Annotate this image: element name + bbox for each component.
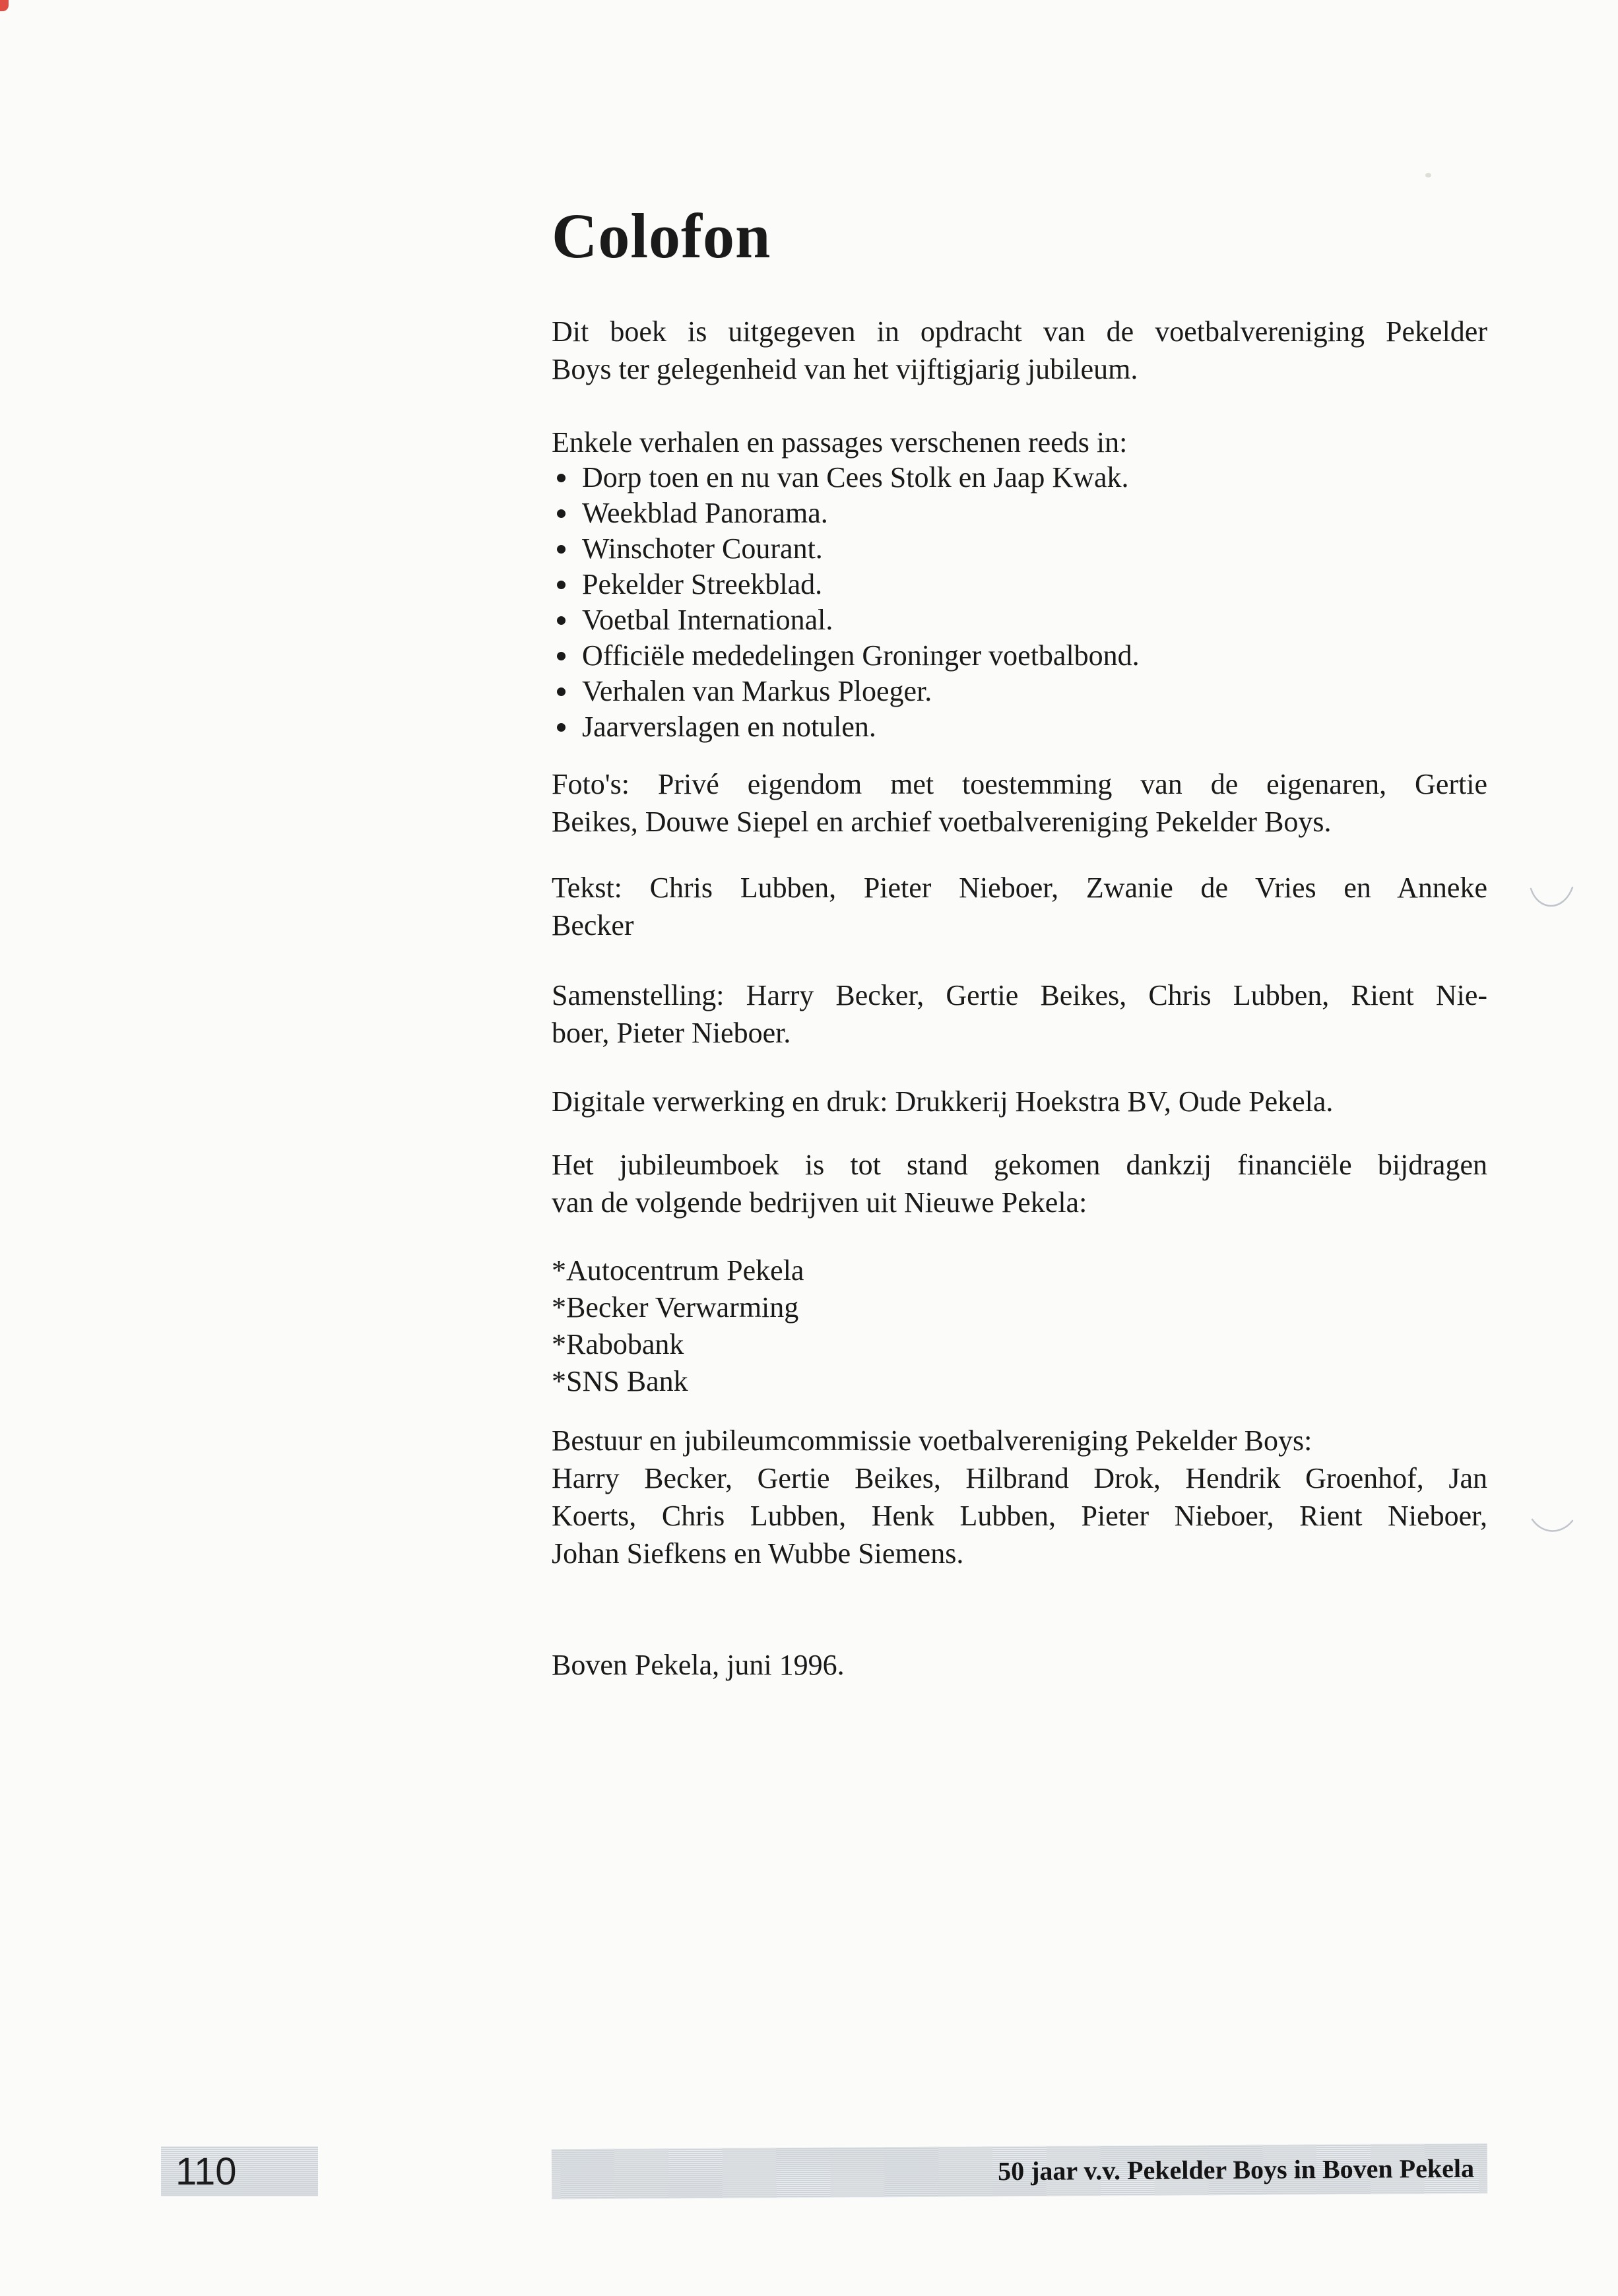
- bullet-icon: [557, 687, 566, 696]
- paragraph-photos: [552, 765, 1487, 841]
- page-curl-arc-lower: [1532, 1519, 1572, 1531]
- text-line: Foto's: Privé eigendom met toestemming van de eigenaren, Gertie: [552, 768, 1487, 800]
- bullet-icon: [557, 509, 566, 518]
- list-item-text: Weekblad Panorama.: [582, 497, 828, 529]
- paragraph-funding: [552, 1146, 1487, 1221]
- paragraph-text-credit: [552, 869, 1487, 944]
- list-item-text: Jaarverslagen en notulen.: [582, 711, 876, 743]
- list-item: [552, 602, 1487, 638]
- scan-artifact-speck: [1425, 173, 1431, 177]
- text-line: Beikes, Douwe Siepel en archief voetbalvereniging Pekelder Boys.: [552, 806, 1332, 838]
- paragraph-board: [552, 1422, 1487, 1572]
- sources-list: [552, 460, 1487, 745]
- paragraph-publication: [552, 313, 1487, 388]
- list-item: [552, 638, 1487, 674]
- sources-intro: Enkele verhalen en passages verschenen reeds in:: [552, 426, 1128, 459]
- paragraph-printing: Digitale verwerking en druk: Drukkerij Hoekstra BV, Oude Pekela.: [552, 1085, 1334, 1118]
- list-item-text: Winschoter Courant.: [582, 532, 823, 565]
- list-item: [552, 495, 1487, 531]
- text-line: Dit boek is uitgegeven in opdracht van de voetbalvereniging Pekelder: [552, 315, 1487, 348]
- paragraph-composition: [552, 976, 1487, 1052]
- list-item-text: Voetbal International.: [582, 604, 833, 636]
- sponsor-item: *Becker Verwarming: [552, 1291, 799, 1323]
- running-title-bar: [552, 2144, 1487, 2200]
- list-item: [552, 709, 1487, 745]
- bullet-icon: [557, 652, 566, 660]
- bullet-icon: [557, 545, 566, 554]
- list-item: [552, 674, 1487, 709]
- sponsor-item: *Autocentrum Pekela: [552, 1254, 804, 1287]
- bullet-icon: [557, 581, 566, 589]
- running-title: 50 jaar v.v. Pekelder Boys in Boven Pekela: [998, 2153, 1475, 2186]
- text-line: van de volgende bedrijven uit Nieuwe Pekela:: [552, 1186, 1087, 1219]
- page-number: 110: [176, 2150, 237, 2193]
- list-item: [552, 531, 1487, 567]
- page-curl-arc-upper: [1531, 887, 1572, 906]
- dateline: Boven Pekela, juni 1996.: [552, 1649, 845, 1681]
- text-line: Boys ter gelegenheid van het vijftigjarig jubileum.: [552, 353, 1138, 385]
- list-item: [552, 567, 1487, 602]
- page-title: Colofon: [552, 201, 771, 271]
- text-line: Harry Becker, Gertie Beikes, Hilbrand Drok, Hendrik Groenhof, Jan: [552, 1462, 1487, 1494]
- text-line: Het jubileumboek is tot stand gekomen dankzij financiële bijdragen: [552, 1149, 1487, 1181]
- sponsors-list: [552, 1252, 1487, 1400]
- text-line: Johan Siefkens en Wubbe Siemens.: [552, 1537, 964, 1570]
- scan-artifact-red-corner: [0, 0, 9, 11]
- page-number-box: [161, 2146, 318, 2196]
- text-line: Bestuur en jubileumcommissie voetbalvereniging Pekelder Boys:: [552, 1424, 1312, 1457]
- list-item-text: Verhalen van Markus Ploeger.: [582, 675, 932, 707]
- text-line: Samenstelling: Harry Becker, Gertie Beikes, Chris Lubben, Rient Nie-: [552, 979, 1487, 1011]
- sponsor-item: *Rabobank: [552, 1328, 684, 1360]
- list-item: [552, 460, 1487, 495]
- bullet-icon: [557, 474, 566, 482]
- text-line: boer, Pieter Nieboer.: [552, 1017, 791, 1049]
- sponsor-item: *SNS Bank: [552, 1365, 688, 1397]
- list-item-text: Dorp toen en nu van Cees Stolk en Jaap Kwak.: [582, 461, 1129, 494]
- bullet-icon: [557, 616, 566, 625]
- text-line: Becker: [552, 909, 634, 941]
- list-item-text: Officiële mededelingen Groninger voetbalbond.: [582, 639, 1140, 672]
- text-line: Tekst: Chris Lubben, Pieter Nieboer, Zwanie de Vries en Anneke: [552, 872, 1487, 904]
- text-line: Koerts, Chris Lubben, Henk Lubben, Pieter Nieboer, Rient Nieboer,: [552, 1500, 1487, 1532]
- bullet-icon: [557, 723, 566, 732]
- list-item-text: Pekelder Streekblad.: [582, 568, 823, 600]
